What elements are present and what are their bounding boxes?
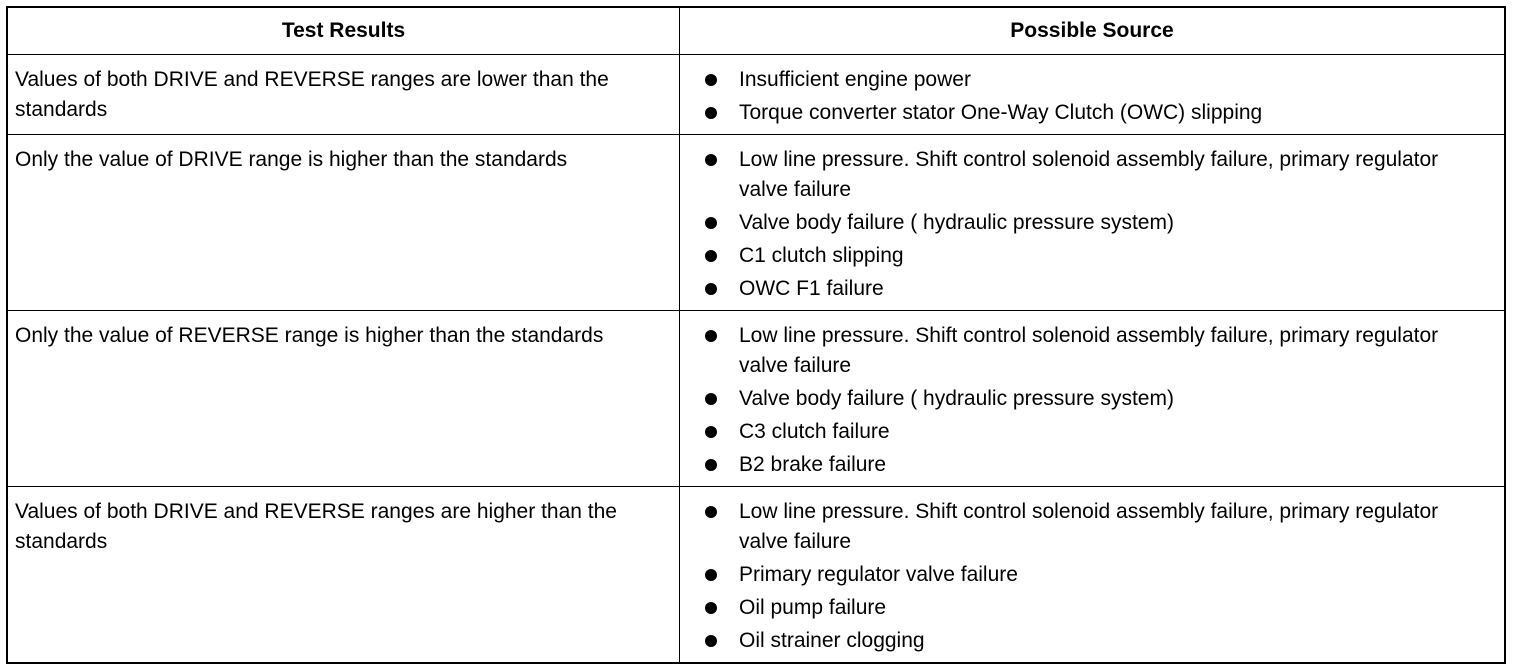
source-item	[680, 560, 1484, 590]
source-text: C3 clutch failure	[739, 420, 890, 443]
bullet-icon	[705, 393, 717, 405]
source-list	[680, 487, 1504, 656]
possible-source-cell	[680, 135, 1504, 311]
source-text: Insufficient engine power	[739, 68, 971, 91]
source-item	[680, 450, 1484, 480]
bullet-icon	[705, 217, 717, 229]
source-text: Oil pump failure	[739, 596, 887, 619]
source-item	[680, 145, 1484, 205]
possible-source-cell	[680, 55, 1504, 135]
source-list	[680, 311, 1504, 480]
test-result-cell: Values of both DRIVE and REVERSE ranges are higher than the standards	[8, 487, 680, 662]
possible-source-cell	[680, 311, 1504, 487]
possible-source-cell	[680, 487, 1504, 662]
bullet-icon	[705, 330, 717, 342]
header-test-results: Test Results	[8, 8, 680, 55]
source-text: Torque converter stator One-Way Clutch (OWC) slipping	[739, 101, 1263, 124]
source-item	[680, 65, 1484, 95]
source-text: Low line pressure. Shift control solenoid assembly failure, primary regulator valve failure	[739, 500, 1439, 553]
bullet-icon	[705, 154, 717, 166]
test-result-cell: Values of both DRIVE and REVERSE ranges are lower than the standards	[8, 55, 680, 135]
source-item	[680, 626, 1484, 656]
bullet-icon	[705, 602, 717, 614]
bullet-icon	[705, 569, 717, 581]
source-text: B2 brake failure	[739, 453, 887, 476]
source-item	[680, 593, 1484, 623]
bullet-icon	[705, 250, 717, 262]
source-text: Valve body failure ( hydraulic pressure system)	[739, 387, 1174, 410]
source-item	[680, 384, 1484, 414]
source-text: Oil strainer clogging	[739, 629, 925, 652]
bullet-icon	[705, 635, 717, 647]
source-item	[680, 241, 1484, 271]
source-list	[680, 55, 1504, 128]
source-item	[680, 321, 1484, 381]
source-text: Primary regulator valve failure	[739, 563, 1018, 586]
bullet-icon	[705, 283, 717, 295]
diagnosis-table	[6, 6, 1506, 664]
source-text: Low line pressure. Shift control solenoid assembly failure, primary regulator valve failure	[739, 148, 1439, 201]
bullet-icon	[705, 459, 717, 471]
source-item	[680, 98, 1484, 128]
bullet-icon	[705, 107, 717, 119]
source-item	[680, 417, 1484, 447]
header-possible-source: Possible Source	[680, 8, 1504, 55]
bullet-icon	[705, 426, 717, 438]
test-result-cell: Only the value of DRIVE range is higher than the standards	[8, 135, 680, 311]
bullet-icon	[705, 506, 717, 518]
source-item	[680, 274, 1484, 304]
source-item	[680, 208, 1484, 238]
source-item	[680, 497, 1484, 557]
test-result-cell: Only the value of REVERSE range is higher than the standards	[8, 311, 680, 487]
source-text: Valve body failure ( hydraulic pressure system)	[739, 211, 1174, 234]
source-text: C1 clutch slipping	[739, 244, 904, 267]
source-list	[680, 135, 1504, 304]
source-text: Low line pressure. Shift control solenoid assembly failure, primary regulator valve failure	[739, 324, 1439, 377]
bullet-icon	[705, 74, 717, 86]
source-text: OWC F1 failure	[739, 277, 884, 300]
